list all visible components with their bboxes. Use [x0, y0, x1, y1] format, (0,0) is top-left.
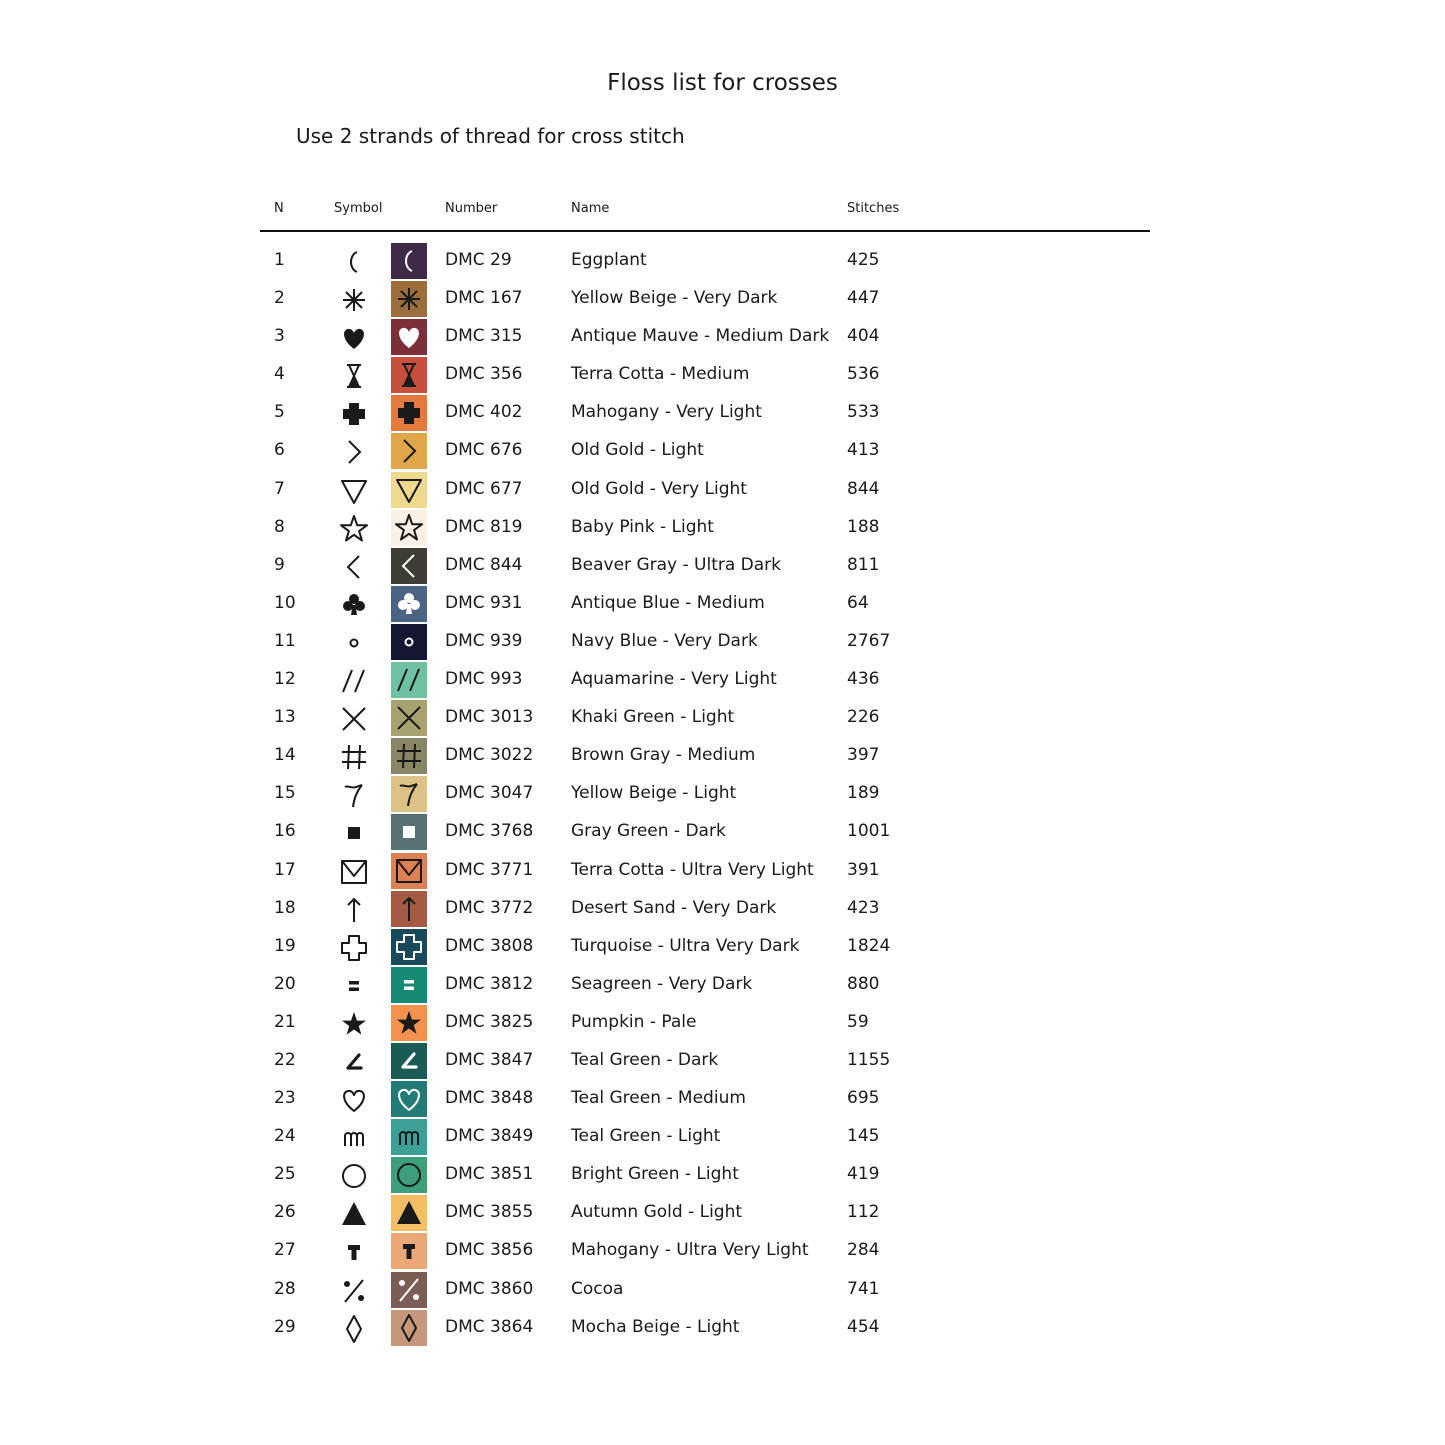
floss-number: DMC 315 — [445, 326, 523, 347]
stitch-count: 145 — [847, 1126, 880, 1147]
table-row — [260, 965, 1150, 1003]
floss-number: DMC 676 — [445, 440, 523, 461]
stitch-count: 397 — [847, 745, 880, 766]
floss-name: Aquamarine - Very Light — [571, 669, 777, 690]
floss-number: DMC 844 — [445, 554, 523, 575]
table-row — [260, 774, 1150, 812]
stitch-count: 2767 — [847, 630, 891, 651]
instructions-text: Use 2 strands of thread for cross stitch — [296, 124, 685, 148]
stitch-count: 454 — [847, 1316, 880, 1337]
color-swatch — [391, 433, 427, 469]
table-row — [260, 279, 1150, 317]
row-number: 14 — [274, 745, 296, 766]
percent-icon — [338, 1275, 370, 1307]
color-swatch — [391, 1119, 427, 1155]
floss-name: Antique Mauve - Medium Dark — [571, 326, 830, 347]
floss-table — [260, 241, 1150, 1346]
row-number: 18 — [274, 897, 296, 918]
floss-number: DMC 931 — [445, 592, 523, 613]
crescent-icon — [338, 246, 370, 278]
table-row — [260, 508, 1150, 546]
row-number: 2 — [274, 288, 285, 309]
row-number: 27 — [274, 1240, 296, 1261]
row-number: 19 — [274, 935, 296, 956]
row-number: 24 — [274, 1126, 296, 1147]
color-swatch — [391, 776, 427, 812]
floss-number: DMC 3855 — [445, 1202, 534, 1223]
stitch-count: 423 — [847, 897, 880, 918]
floss-number: DMC 3808 — [445, 935, 534, 956]
table-row — [260, 660, 1150, 698]
row-number: 1 — [274, 250, 285, 270]
row-number: 22 — [274, 1049, 296, 1070]
floss-number: DMC 3851 — [445, 1164, 534, 1185]
color-swatch — [391, 281, 427, 317]
page-title: Floss list for crosses — [607, 70, 838, 96]
hash-icon — [338, 741, 370, 773]
table-row — [260, 889, 1150, 927]
floss-number: DMC 3847 — [445, 1049, 534, 1070]
color-swatch — [391, 1233, 427, 1269]
color-swatch — [391, 1005, 427, 1041]
floss-name: Pumpkin - Pale — [571, 1011, 697, 1032]
table-row — [260, 812, 1150, 850]
table-row — [260, 393, 1150, 431]
color-swatch — [391, 814, 427, 850]
table-row — [260, 1117, 1150, 1155]
stitch-count: 844 — [847, 478, 880, 499]
row-number: 21 — [274, 1011, 296, 1032]
stitch-count: 419 — [847, 1164, 880, 1185]
color-swatch — [391, 662, 427, 698]
table-row — [260, 1003, 1150, 1041]
floss-name: Seagreen - Very Dark — [571, 973, 753, 994]
column-header-n: N — [274, 201, 284, 216]
envelope-m-icon — [338, 856, 370, 888]
floss-number: DMC 3856 — [445, 1240, 534, 1261]
row-number: 15 — [274, 783, 296, 804]
floss-number: DMC 3864 — [445, 1316, 534, 1337]
floss-name: Beaver Gray - Ultra Dark — [571, 554, 782, 575]
row-number: 26 — [274, 1202, 296, 1223]
stitch-count: 1001 — [847, 821, 891, 842]
stitch-count: 695 — [847, 1088, 880, 1109]
stitch-count: 413 — [847, 440, 880, 461]
color-swatch — [391, 1272, 427, 1308]
floss-number: DMC 3771 — [445, 859, 534, 880]
table-header — [260, 200, 1150, 232]
floss-name: Desert Sand - Very Dark — [571, 897, 777, 918]
stitch-count: 536 — [847, 364, 880, 385]
circle-outline-icon — [338, 1160, 370, 1192]
floss-name: Yellow Beige - Light — [571, 783, 737, 804]
stitch-count: 425 — [847, 250, 880, 270]
stitch-count: 189 — [847, 783, 880, 804]
stitch-count: 880 — [847, 973, 880, 994]
floss-number: DMC 29 — [445, 250, 512, 270]
floss-name: Bright Green - Light — [571, 1164, 739, 1185]
table-row — [260, 1155, 1150, 1193]
table-row — [260, 1308, 1150, 1346]
diamond-outline-icon — [338, 1313, 370, 1345]
color-swatch — [391, 357, 427, 393]
floss-number: DMC 677 — [445, 478, 523, 499]
double-slash-icon — [338, 665, 370, 697]
floss-number: DMC 356 — [445, 364, 523, 385]
floss-number: DMC 3772 — [445, 897, 534, 918]
table-row — [260, 698, 1150, 736]
heart-outline-icon — [338, 1084, 370, 1116]
floss-name: Brown Gray - Medium — [571, 745, 756, 766]
star-filled-icon — [338, 1008, 370, 1040]
floss-number: DMC 3022 — [445, 745, 534, 766]
stitch-count: 391 — [847, 859, 880, 880]
row-number: 6 — [274, 440, 285, 461]
floss-name: Old Gold - Very Light — [571, 478, 747, 499]
color-swatch — [391, 891, 427, 927]
small-circle-icon — [338, 627, 370, 659]
club-icon — [338, 589, 370, 621]
stitch-count: 447 — [847, 288, 880, 309]
floss-name: Baby Pink - Light — [571, 516, 714, 537]
floss-name: Mocha Beige - Light — [571, 1316, 740, 1337]
row-number: 7 — [274, 478, 285, 499]
equals-icon — [338, 970, 370, 1002]
chevron-right-icon — [338, 436, 370, 468]
floss-number: DMC 3848 — [445, 1088, 534, 1109]
table-row — [260, 1041, 1150, 1079]
row-number: 29 — [274, 1316, 296, 1337]
arrow-up-icon — [338, 894, 370, 926]
color-swatch — [391, 967, 427, 1003]
row-number: 16 — [274, 821, 296, 842]
floss-name: Teal Green - Light — [571, 1126, 721, 1147]
table-row — [260, 355, 1150, 393]
floss-name: Khaki Green - Light — [571, 707, 735, 728]
stitch-count: 59 — [847, 1011, 869, 1032]
table-row — [260, 546, 1150, 584]
floss-number: DMC 819 — [445, 516, 523, 537]
row-number: 10 — [274, 592, 296, 613]
row-number: 17 — [274, 859, 296, 880]
row-number: 23 — [274, 1088, 296, 1109]
table-row — [260, 927, 1150, 965]
table-row — [260, 431, 1150, 469]
floss-name: Mahogany - Very Light — [571, 402, 762, 423]
floss-number: DMC 3013 — [445, 707, 534, 728]
floss-name: Terra Cotta - Medium — [571, 364, 750, 385]
row-number: 11 — [274, 630, 296, 651]
heart-filled-icon — [338, 322, 370, 354]
table-row — [260, 1079, 1150, 1117]
stitch-count: 741 — [847, 1278, 880, 1299]
stitch-count: 811 — [847, 554, 880, 575]
floss-number: DMC 939 — [445, 630, 523, 651]
row-number: 5 — [274, 402, 285, 423]
floss-name: Old Gold - Light — [571, 440, 704, 461]
color-swatch — [391, 1310, 427, 1346]
table-row — [260, 622, 1150, 660]
stitch-count: 1824 — [847, 935, 891, 956]
floss-name: Antique Blue - Medium — [571, 592, 765, 613]
stitch-count: 112 — [847, 1202, 880, 1223]
floss-number: DMC 3825 — [445, 1011, 534, 1032]
table-row — [260, 1231, 1150, 1269]
floss-name: Cocoa — [571, 1278, 624, 1299]
floss-number: DMC 3860 — [445, 1278, 534, 1299]
color-swatch — [391, 700, 427, 736]
row-number: 13 — [274, 707, 296, 728]
color-swatch — [391, 510, 427, 546]
floss-name: Gray Green - Dark — [571, 821, 726, 842]
color-swatch — [391, 243, 427, 279]
floss-name: Yellow Beige - Very Dark — [571, 288, 778, 309]
floss-number: DMC 402 — [445, 402, 523, 423]
table-row — [260, 241, 1150, 279]
column-header-stitches: Stitches — [847, 201, 900, 216]
cross-filled-icon — [338, 398, 370, 430]
column-header-name: Name — [571, 201, 610, 216]
color-swatch — [391, 395, 427, 431]
stitch-count: 404 — [847, 326, 880, 347]
row-number: 8 — [274, 516, 285, 537]
color-swatch — [391, 548, 427, 584]
column-header-symbol: Symbol — [334, 201, 383, 216]
seven-icon — [338, 779, 370, 811]
color-swatch — [391, 929, 427, 965]
color-swatch — [391, 853, 427, 889]
color-swatch — [391, 1043, 427, 1079]
row-number: 25 — [274, 1164, 296, 1185]
table-row — [260, 317, 1150, 355]
star-outline-icon — [338, 513, 370, 545]
floss-name: Eggplant — [571, 250, 647, 270]
asterisk-icon — [338, 284, 370, 316]
stitch-count: 226 — [847, 707, 880, 728]
hourglass-icon — [338, 360, 370, 392]
row-number: 4 — [274, 364, 285, 385]
triangle-down-outline-icon — [338, 475, 370, 507]
table-row — [260, 584, 1150, 622]
table-row — [260, 1270, 1150, 1308]
stitch-count: 284 — [847, 1240, 880, 1261]
floss-number: DMC 3047 — [445, 783, 534, 804]
table-row — [260, 851, 1150, 889]
color-swatch — [391, 1081, 427, 1117]
stitch-count: 1155 — [847, 1049, 891, 1070]
color-swatch — [391, 586, 427, 622]
stitch-count: 436 — [847, 669, 880, 690]
column-header-number: Number — [445, 201, 498, 216]
square-filled-icon — [338, 817, 370, 849]
color-swatch — [391, 624, 427, 660]
x-cross-icon — [338, 703, 370, 735]
floss-name: Turquoise - Ultra Very Dark — [571, 935, 800, 956]
row-number: 9 — [274, 554, 285, 575]
floss-name: Mahogany - Ultra Very Light — [571, 1240, 809, 1261]
color-swatch — [391, 1157, 427, 1193]
floss-number: DMC 167 — [445, 288, 523, 309]
row-number: 3 — [274, 326, 285, 347]
floss-name: Teal Green - Dark — [571, 1049, 719, 1070]
floss-number: DMC 3768 — [445, 821, 534, 842]
table-row — [260, 1193, 1150, 1231]
floss-name: Terra Cotta - Ultra Very Light — [571, 859, 814, 880]
row-number: 20 — [274, 973, 296, 994]
row-number: 28 — [274, 1278, 296, 1299]
table-row — [260, 736, 1150, 774]
table-row — [260, 470, 1150, 508]
color-swatch — [391, 1195, 427, 1231]
row-number: 12 — [274, 669, 296, 690]
stitch-count: 64 — [847, 592, 869, 613]
floss-name: Teal Green - Medium — [571, 1088, 746, 1109]
floss-number: DMC 993 — [445, 669, 523, 690]
color-swatch — [391, 472, 427, 508]
angle-pen-icon — [338, 1046, 370, 1078]
floss-number: DMC 3849 — [445, 1126, 534, 1147]
m-glyph-icon — [338, 1122, 370, 1154]
floss-name: Navy Blue - Very Dark — [571, 630, 758, 651]
color-swatch — [391, 738, 427, 774]
floss-name: Autumn Gold - Light — [571, 1202, 743, 1223]
color-swatch — [391, 319, 427, 355]
floss-number: DMC 3812 — [445, 973, 534, 994]
stitch-count: 533 — [847, 402, 880, 423]
t-glyph-icon — [338, 1236, 370, 1268]
chevron-left-icon — [338, 551, 370, 583]
cross-outline-icon — [338, 932, 370, 964]
triangle-up-filled-icon — [338, 1198, 370, 1230]
stitch-count: 188 — [847, 516, 880, 537]
